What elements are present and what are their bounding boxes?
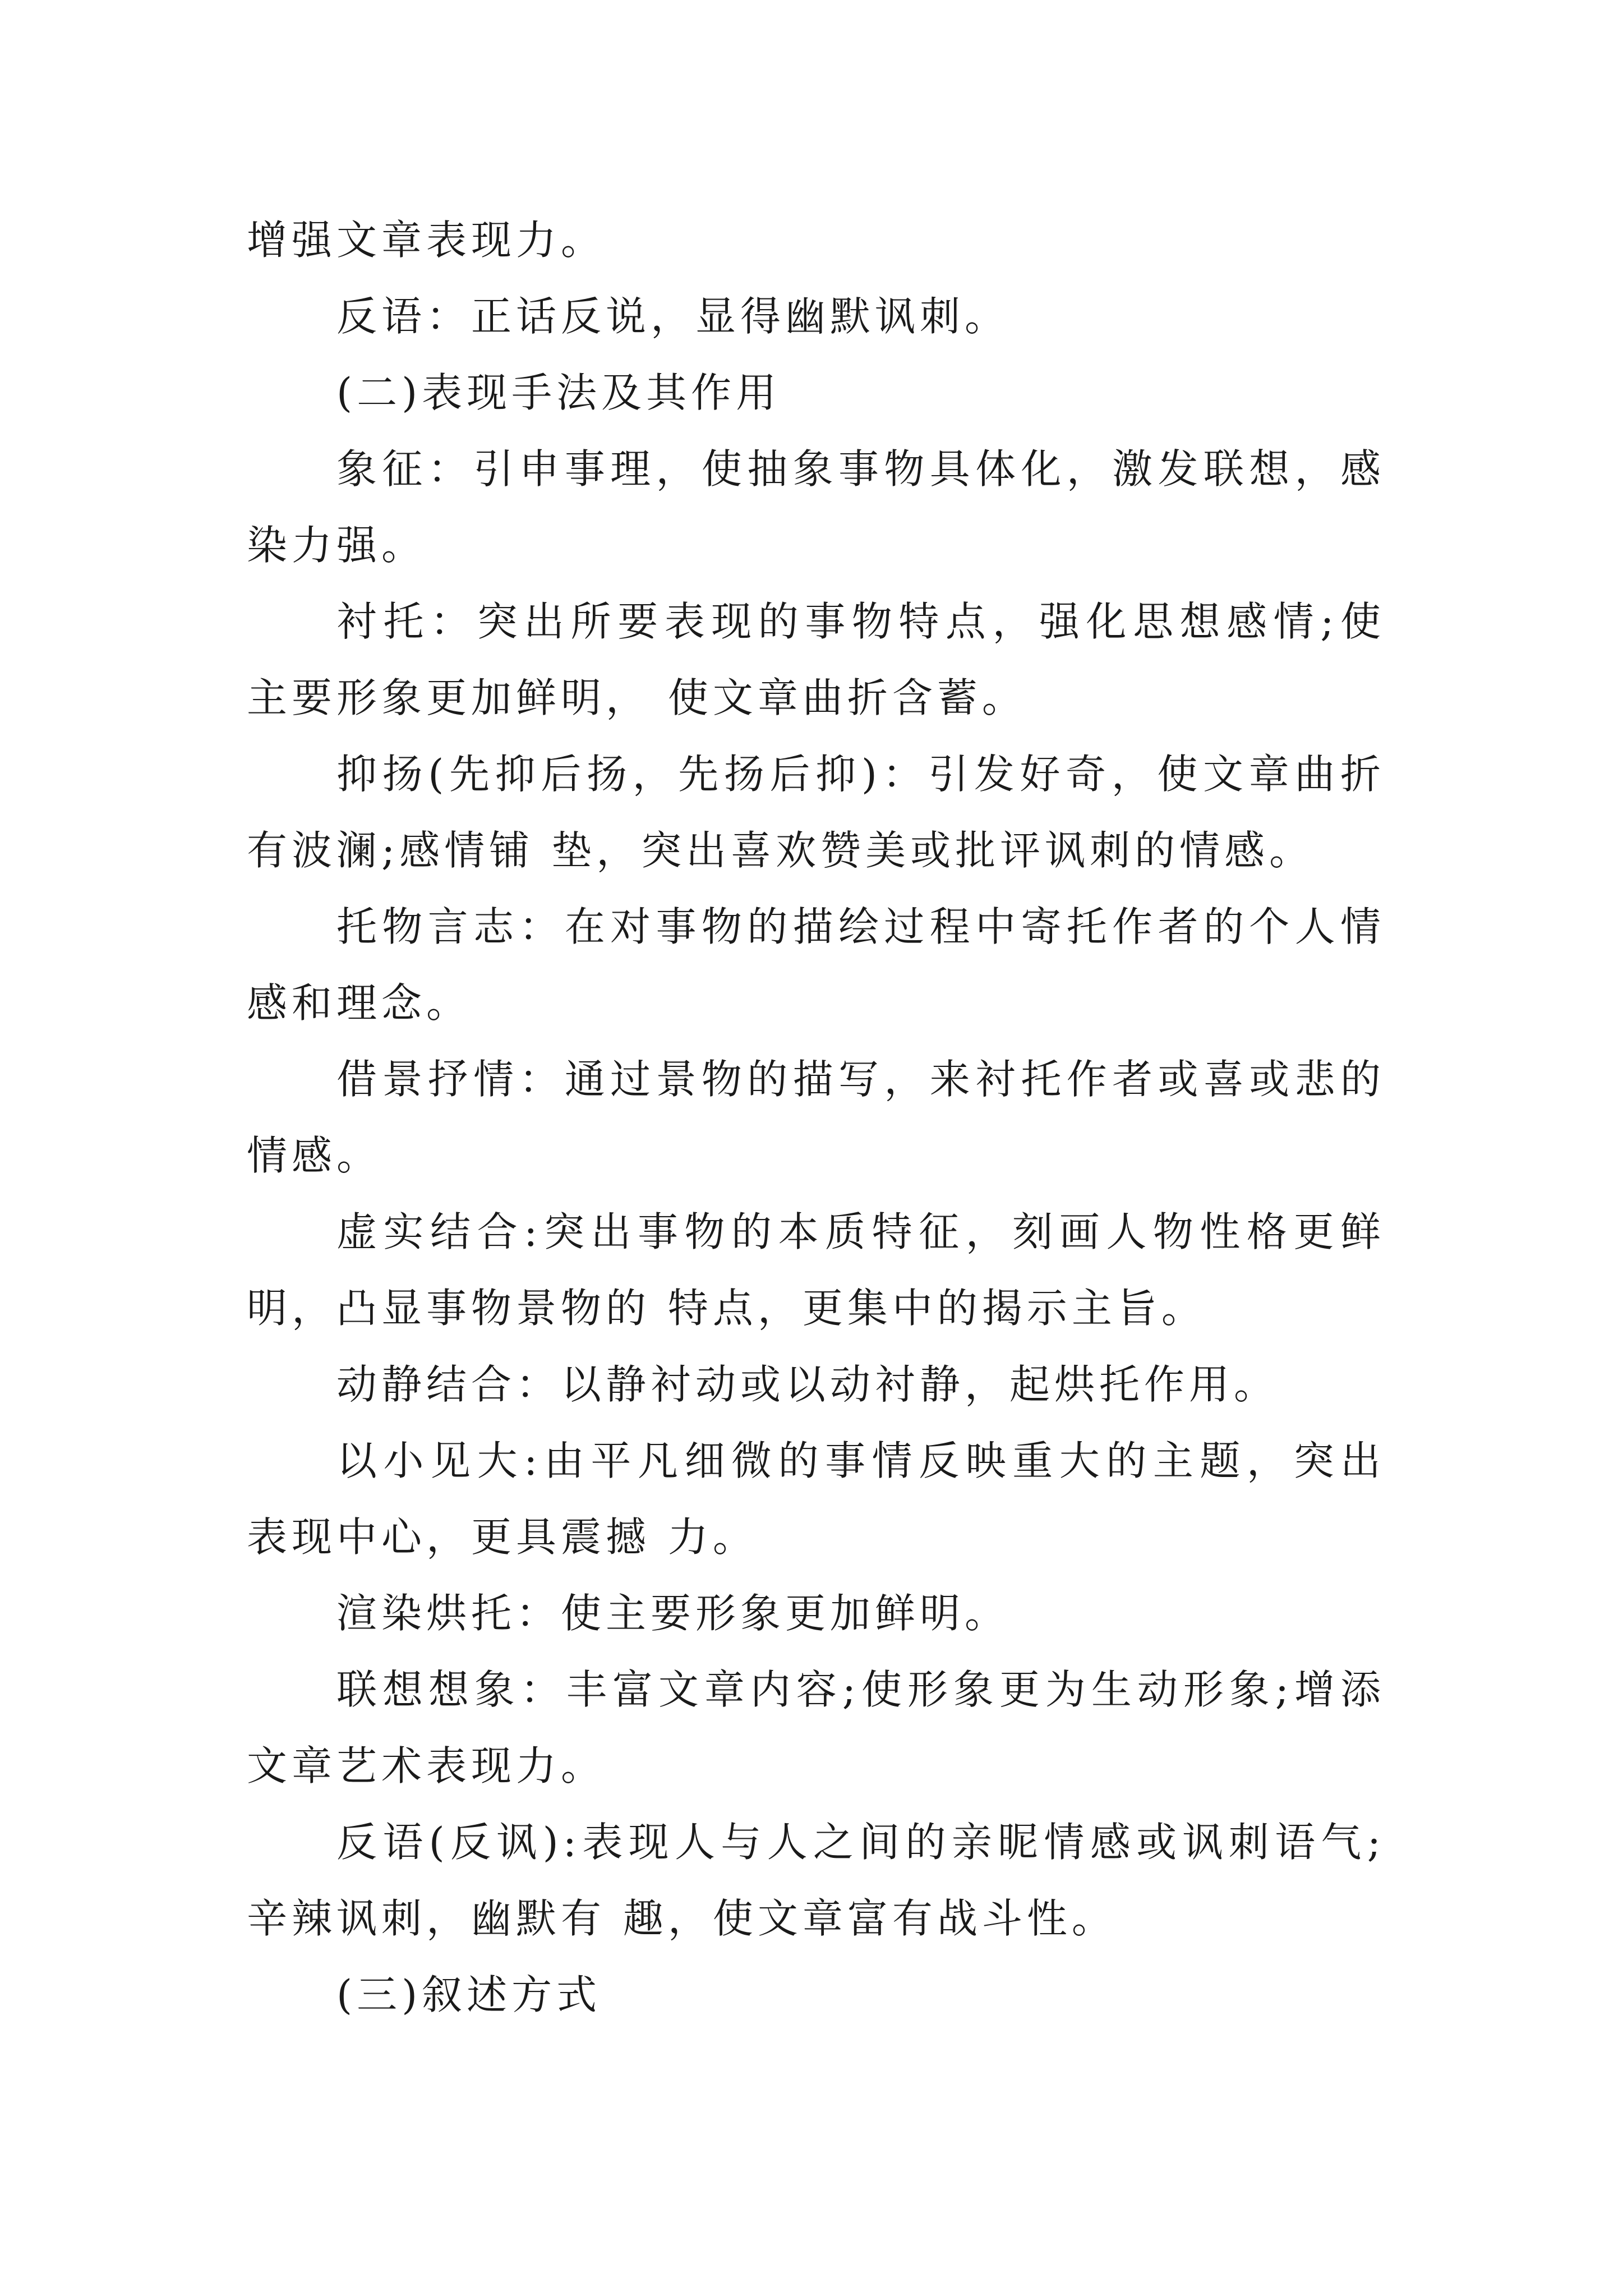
document-body [247, 202, 1385, 2033]
paragraph-irony-satire: 反语(反讽):表现人与人之间的亲昵情感或讽刺语气;辛辣讽刺，幽默有 趣，使文章富有战斗性。 [247, 1819, 1385, 1942]
paragraph-continuation: 增强文章表现力。 [247, 217, 606, 264]
paragraph-real-imaginary: 虚实结合:突出事物的本质特征，刻画人物性格更鲜明，凸显事物景物的 特点，更集中的揭示主旨。 [247, 1208, 1385, 1332]
paragraph-association: 联想想象：丰富文章内容;使形象更为生动形象;增添文章艺术表现力。 [247, 1666, 1385, 1789]
paragraph-express-aspiration: 托物言志：在对事物的描绘过程中寄托作者的个人情感和理念。 [247, 903, 1385, 1027]
paragraph-symbolism: 象征：引申事理，使抽象事物具体化，激发联想，感染力强。 [247, 445, 1385, 569]
paragraph-scenery-emotion: 借景抒情：通过景物的描写，来衬托作者或喜或悲的情感。 [247, 1056, 1385, 1179]
paragraph-motion-stillness: 动静结合：以静衬动或以动衬静，起烘托作用。 [336, 1361, 1279, 1408]
paragraph-irony: 反语：正话反说，显得幽默讽刺。 [336, 293, 1010, 340]
section-heading-techniques: (二)表现手法及其作用 [336, 369, 781, 416]
paragraph-rendering: 渲染烘托：使主要形象更加鲜明。 [336, 1590, 1010, 1637]
paragraph-small-to-large: 以小见大:由平凡细微的事情反映重大的主题，突出表现中心，更具震撼 力。 [247, 1437, 1385, 1561]
paragraph-suppress-praise: 抑扬(先抑后扬，先扬后抑)：引发好奇，使文章曲折有波澜;感情铺 垫，突出喜欢赞美或批评讽刺的情感。 [247, 751, 1385, 874]
section-heading-narration: (三)叙述方式 [336, 1971, 602, 2018]
paragraph-contrast: 衬托：突出所要表现的事物特点，强化思想感情;使主要形象更加鲜明， 使文章曲折含蓄。 [247, 598, 1385, 721]
